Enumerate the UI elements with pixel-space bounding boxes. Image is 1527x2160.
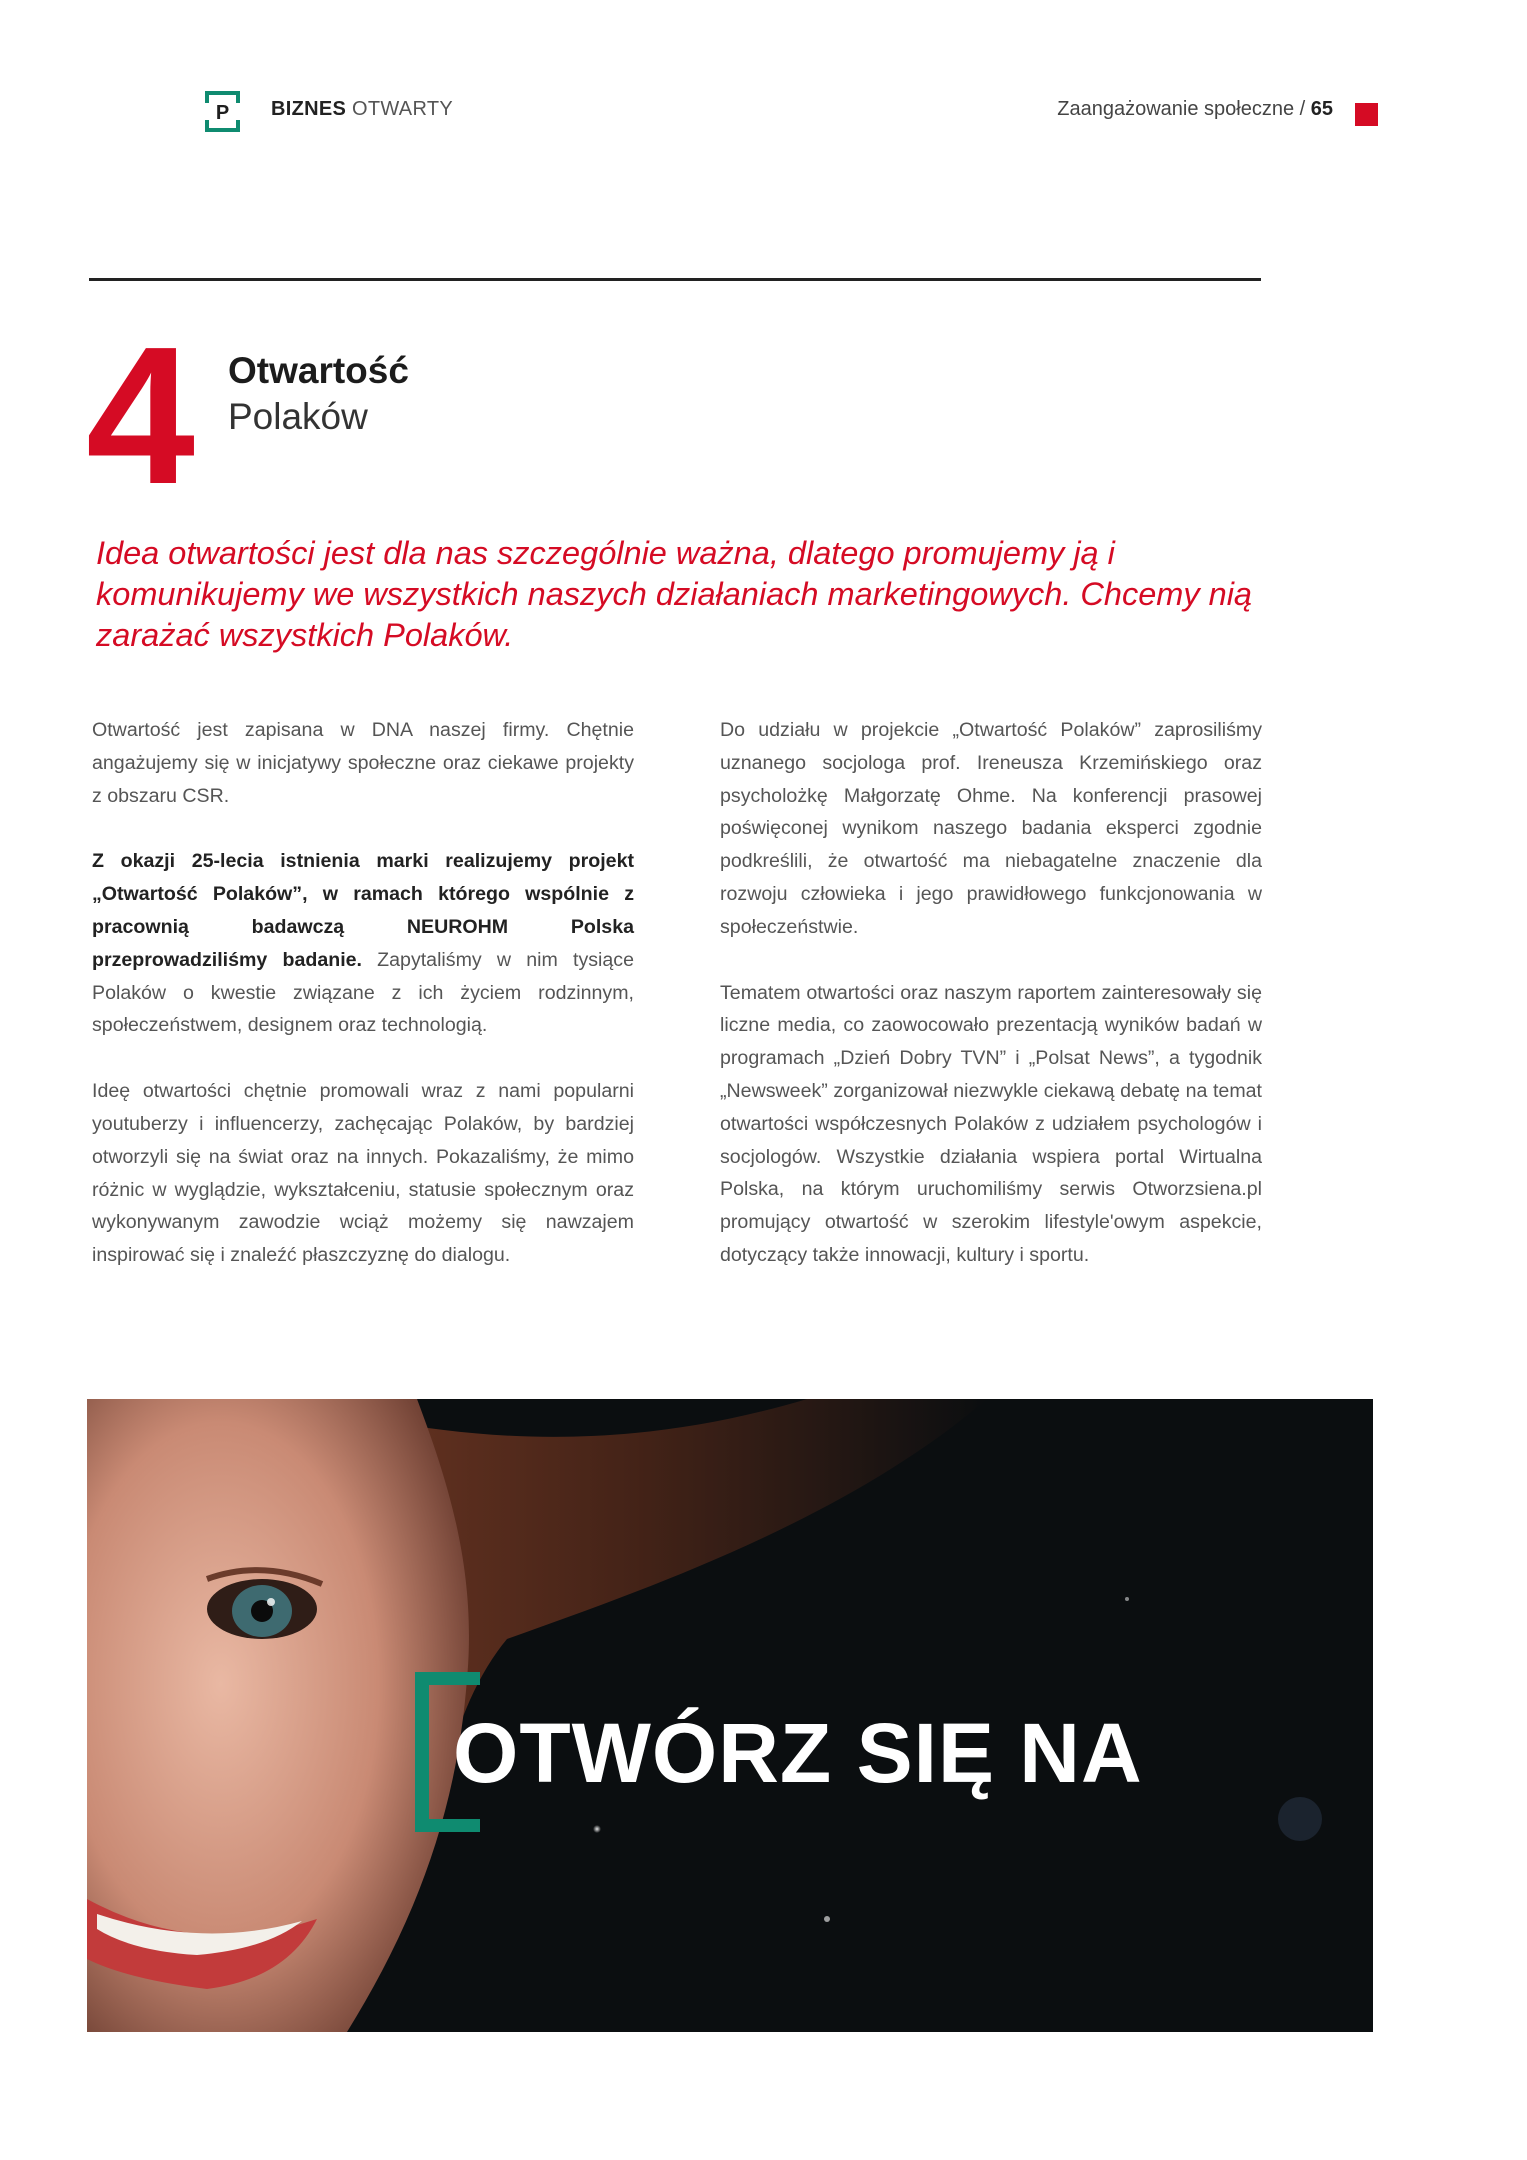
section-title — [1057, 98, 1333, 121]
section-name: Zaangażowanie społeczne / — [1057, 98, 1306, 120]
brand-light: OTWARTY — [352, 98, 453, 120]
page-number: 65 — [1310, 98, 1333, 120]
right-paragraph-1: Do udziału w projekcie „Otwartość Polaków” zaprosiliśmy uznanego socjologa prof. Ireneusza Krzemińskiego oraz psycholożkę Małgorzatę Ohme. Na konferencji prasowej poświęconej wynikom naszego badania eksperci zgodnie podkreślili, że otwartość ma niebagatelne znaczenie dla rozwoju człowieka i jego prawidłowego funkcjonowania w społeczeństwie. — [720, 719, 1262, 938]
left-column — [92, 714, 634, 1305]
chapter-subtitle: Polaków — [228, 396, 368, 437]
chapter-title: Otwartość — [228, 350, 409, 391]
accent-square — [1355, 103, 1378, 126]
chapter-number: 4 — [86, 306, 188, 525]
left-paragraph-2-rest: Zapytaliśmy w nim tysiące Polaków o kwestie związane z ich życiem rodzinnym, społeczeństwem, designem oraz technologią. — [92, 948, 634, 1037]
left-paragraph-2 — [92, 845, 634, 1042]
svg-text:P: P — [215, 102, 230, 124]
right-column — [720, 714, 1262, 1305]
left-paragraph-2-bold: Z okazji 25-lecia istnienia marki realizujemy projekt „Otwartość Polaków”, w ramach którego wspólnie z pracownią badawczą NEUROHM Polska przeprowadziliśmy badanie. — [92, 850, 634, 971]
left-paragraph-1: Otwartość jest zapisana w DNA naszej firmy. Chętnie angażujemy się w inicjatywy społeczne oraz ciekawe projekty z obszaru CSR. — [92, 719, 634, 807]
brand-bold: BIZNES — [271, 98, 347, 120]
brand-logo-icon — [205, 91, 240, 132]
lead-paragraph: Idea otwartości jest dla nas szczególnie ważna, dlatego promujemy ją i komunikujemy we wszystkich naszych działaniach marketingowych. Chcemy nią zarażać wszystkich Polaków. — [96, 535, 1253, 653]
brand-name — [271, 98, 453, 121]
left-paragraph-3: Ideę otwartości chętnie promowali wraz z nami popularni youtuberzy i influencerzy, zachęcając Polaków, by bardziej otworzyli się na świat oraz na innych. Pokazaliśmy, że mimo różnic w wyglądzie, wykształceniu, statusie społecznym oraz wykonywanym zawodzie wciąż możemy się nawzajem inspirować się i znaleźć płaszczyznę do dialogu. — [92, 1080, 634, 1267]
divider-rule — [89, 278, 1261, 281]
hero-slogan: OTWÓRZ SIĘ NA — [453, 1706, 1143, 1800]
right-paragraph-2: Tematem otwartości oraz naszym raportem zainteresowały się liczne media, co zaowocowało prezentacją wyników badań w programach „Dzień Dobry TVN” i „Polsat News”, a tygodnik „Newsweek” zorganizował niezwykle ciekawą debatę na temat otwartości współczesnych Polaków z udziałem psychologów i socjologów. Wszystkie działania wspiera portal Wirtualna Polska, na którym uruchomiliśmy serwis Otworzsiena.pl promujący otwartość w szerokim lifestyle'owym aspekcie, dotyczący także innowacji, kultury i sportu. — [720, 981, 1262, 1266]
